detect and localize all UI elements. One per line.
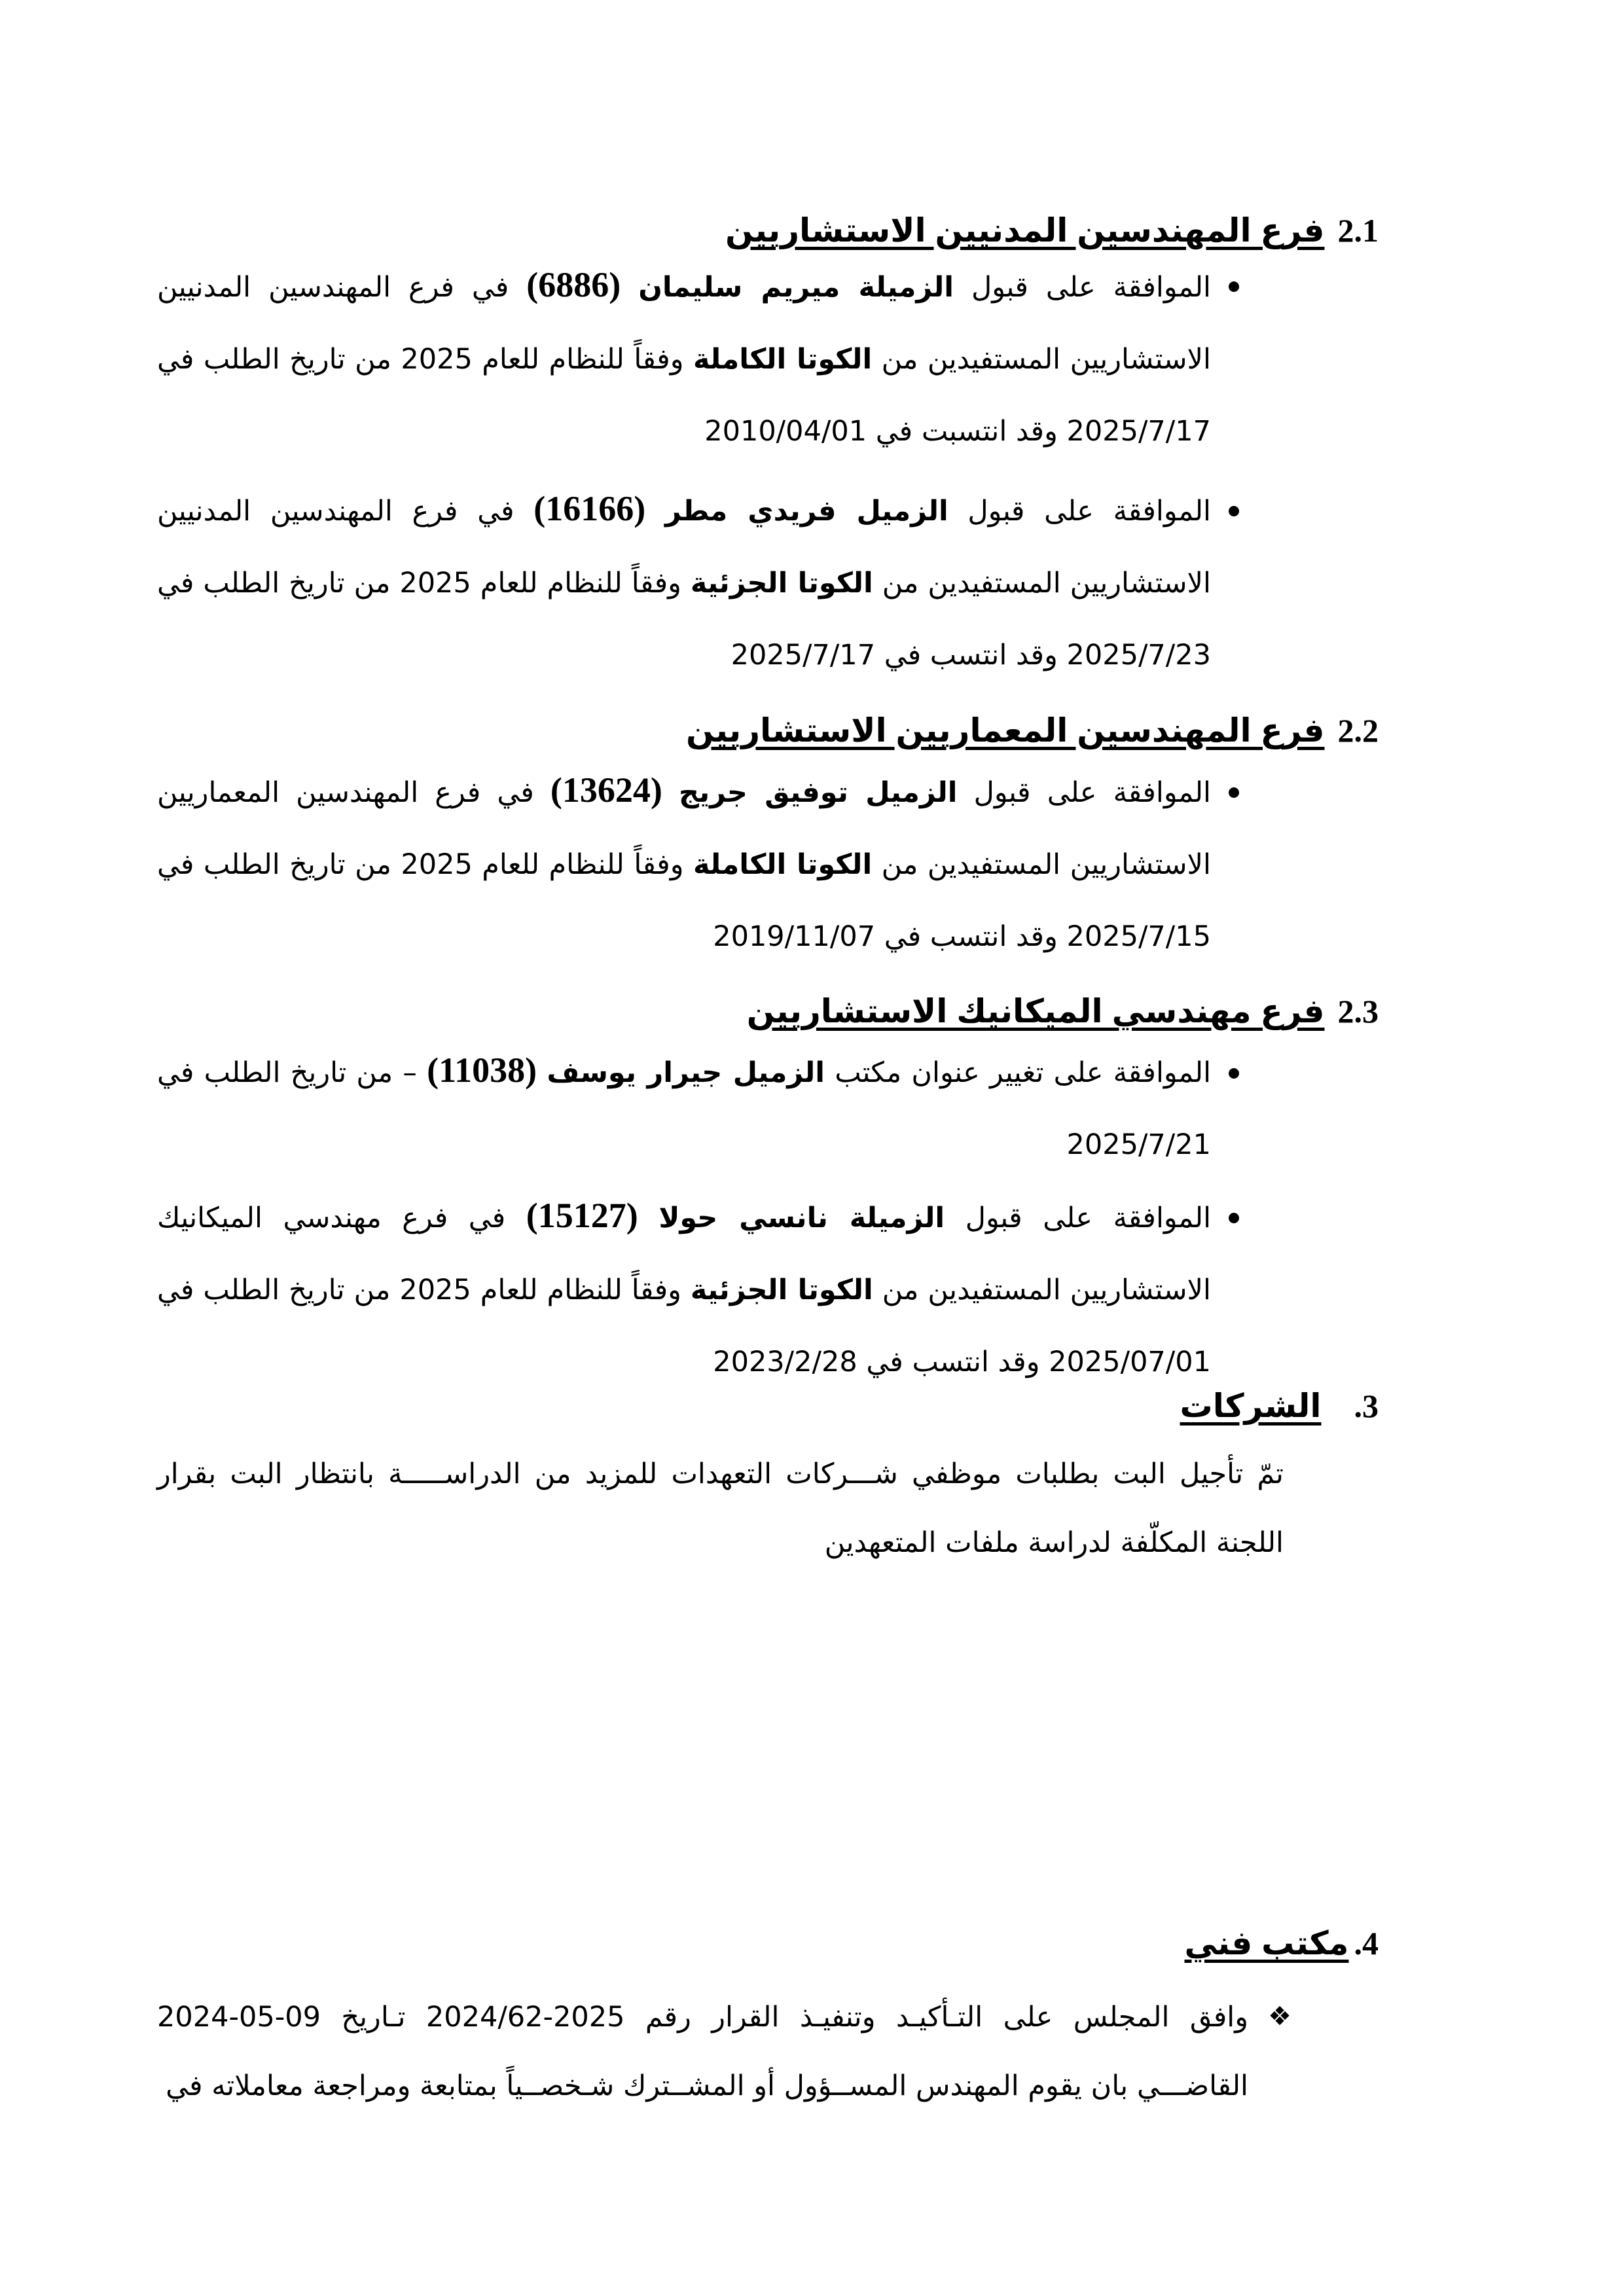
quota-type: الكوتا الكاملة (693, 848, 873, 881)
list-item: الموافقة على قبول الزميل توفيق جريج (13624) في فرع المهندسين المعماريين الاستشاريين المستفيدين من الكوتا الكاملة وفقاً للنظام للعام 2025 من تاريخ الطلب في 2025/7/15 وقد انتسب في 2019/11/07 (157, 770, 1211, 953)
section-title: فرع المهندسين المدنيين الاستشاريين (725, 212, 1325, 249)
section-heading-2-2 (686, 711, 1379, 750)
bullet-icon (1229, 787, 1239, 798)
list-item: الموافقة على قبول الزميلة ميريم سليمان (6886) في فرع المهندسين المدنيين الاستشاريين المستفيدين من الكوتا الكاملة وفقاً للنظام للعام 2025 من تاريخ الطلب في 2025/7/17 وقد انتسبت في 2010/04/01 (157, 265, 1211, 448)
member-name: الزميل فريدي مطر (664, 495, 948, 528)
section-title: الشركات (1180, 1388, 1322, 1424)
bullet-icon (1229, 1068, 1239, 1079)
section-heading-4 (1184, 1924, 1379, 1963)
section-number: 2.1 (1337, 212, 1379, 249)
member-id: (16166) (533, 489, 646, 528)
section-heading-3 (1180, 1386, 1379, 1426)
section-number: 4. (1354, 1925, 1379, 1962)
bullet-icon (1229, 506, 1239, 516)
member-name: الزميل توفيق جريج (678, 776, 958, 809)
bullet-icon (1229, 281, 1239, 292)
section-number: 3. (1354, 1388, 1379, 1424)
member-id: (15127) (526, 1196, 638, 1235)
list-item: الموافقة على قبول الزميل فريدي مطر (16166) في فرع المهندسين المدنيين الاستشاريين المستفيدين من الكوتا الجزئية وفقاً للنظام للعام 2025 من تاريخ الطلب في 2025/7/23 وقد انتسب في 2025/7/17 (157, 489, 1211, 672)
technical-office-paragraph: وافق المجلس على التـأكيـد وتنفيـذ القرار رقم 2025-2024/62 تـاريخ 09-05-2024 القاضـــي بان يقوم المهندس المســؤول أو المشــترك شـخصــياً بمتابعة ومراجعة معاملاته في (157, 2001, 1248, 2102)
section-title: مكتب فني (1184, 1925, 1349, 1962)
bullet-icon (1229, 1213, 1239, 1223)
member-id: (6886) (526, 265, 621, 304)
section-heading-2-3 (747, 992, 1379, 1031)
member-name: الزميلة نانسي حولا (659, 1202, 945, 1234)
quota-type: الكوتا الجزئية (690, 1274, 873, 1306)
member-name: الزميل جيرار يوسف (547, 1056, 825, 1089)
member-id: (11038) (427, 1050, 537, 1090)
member-id: (13624) (550, 770, 662, 810)
member-name: الزميلة ميريم سليمان (638, 271, 954, 304)
section-title: فرع مهندسي الميكانيك الاستشاريين (746, 993, 1325, 1030)
section-heading-2-1 (725, 211, 1379, 250)
section-number: 2.2 (1337, 712, 1379, 749)
list-item: الموافقة على قبول الزميلة نانسي حولا (15127) في فرع مهندسي الميكانيك الاستشاريين المستفيدين من الكوتا الجزئية وفقاً للنظام للعام 2025 من تاريخ الطلب في 2025/07/01 وقد انتسب في 2023/2/28 (157, 1196, 1212, 1378)
companies-paragraph: تمّ تأجيل البت بطلبات موظفي شـــركات التعهدات للمزيد من الدراســـــة بانتظار البت بقرار اللجنة المكلّفة لدراسة ملفات المتعهدين (157, 1458, 1284, 1559)
diamond-bullet-icon: ❖ (1268, 2001, 1291, 2032)
quota-type: الكوتا الكاملة (693, 343, 873, 376)
quota-type: الكوتا الجزئية (690, 567, 873, 600)
list-item: الموافقة على تغيير عنوان مكتب الزميل جيرار يوسف (11038) – من تاريخ الطلب في 2025/7/21 (157, 1050, 1212, 1161)
section-title: فرع المهندسين المعماريين الاستشاريين (686, 712, 1325, 749)
section-number: 2.3 (1337, 993, 1379, 1030)
